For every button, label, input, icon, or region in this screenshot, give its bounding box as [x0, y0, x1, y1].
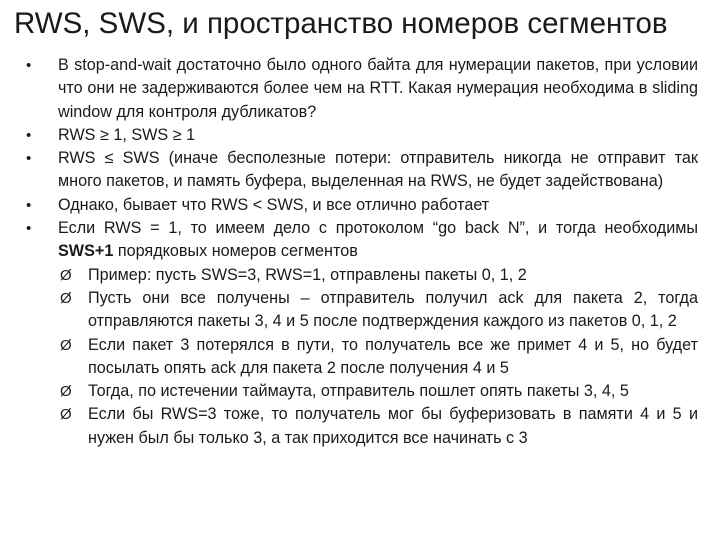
bullet-text-bold: SWS+1: [58, 242, 114, 261]
bullet-text: RWS ≤ SWS (иначе бесполезные потери: отправитель никогда не отправит так много пакетов, и память буфера, выделенная на RWS, не будет задействована): [58, 149, 698, 191]
sub-bullet-text: Если пакет 3 потерялся в пути, то получатель все же примет 4 и 5, но будет посылать опять ack для пакета 2 после получения 4 и 5: [88, 335, 698, 377]
slide-title: RWS, SWS, и пространство номеров сегментов: [14, 7, 668, 40]
arrow-bullet-icon: Ø: [60, 336, 72, 354]
sub-bullet-item: [22, 287, 698, 334]
arrow-bullet-icon: Ø: [60, 383, 72, 401]
bullet-icon: •: [26, 126, 32, 144]
bullet-text: В stop-and-wait достаточно было одного байта для нумерации пакетов, при условии что они не задерживаются более чем на RTT. Какая нумерация необходима в sliding window для контроля дубликатов?: [58, 56, 698, 121]
arrow-bullet-icon: Ø: [60, 406, 72, 424]
bullet-icon: •: [26, 57, 32, 74]
bullet-item: [22, 147, 698, 194]
arrow-bullet-icon: Ø: [60, 289, 72, 307]
sub-bullet-text: Пусть они все получены – отправитель получил ack для пакета 2, тогда отправляются пакеты 3, 4 и 5 после подтверждения каждого из пакетов 0, 1, 2: [88, 288, 698, 331]
sub-bullet-item: [22, 334, 698, 381]
bullet-item: [22, 54, 698, 124]
sub-bullet-item: [22, 403, 698, 450]
slide-body: [22, 54, 698, 450]
sub-bullet-text: Тогда, по истечении таймаута, отправитель пошлет опять пакеты 3, 4, 5: [88, 382, 629, 401]
bullet-item: [22, 217, 698, 264]
sub-bullet-text: Пример: пусть SWS=3, RWS=1, отправлены пакеты 0, 1, 2: [88, 265, 527, 284]
bullet-icon: •: [26, 150, 32, 168]
bullet-text: Однако, бывает что RWS < SWS, и все отлично работает: [58, 195, 490, 214]
bullet-text: [58, 219, 698, 260]
arrow-bullet-icon: Ø: [60, 266, 72, 284]
bullet-text: RWS ≥ 1, SWS ≥ 1: [58, 125, 196, 144]
bullet-item: [22, 124, 698, 147]
sub-bullet-text: Если бы RWS=3 тоже, то получатель мог бы буферизовать в памяти 4 и 5 и нужен был бы только 3, а так приходится все начинать с 3: [88, 405, 698, 447]
sub-bullet-item: [22, 264, 698, 287]
bullet-text-before: Если RWS = 1, то имеем дело с протоколом “go back N”, и тогда необходимы: [58, 219, 698, 238]
sub-bullet-item: [22, 380, 698, 403]
bullet-text-after: порядковых номеров сегментов: [113, 242, 358, 261]
bullet-icon: •: [26, 220, 32, 238]
bullet-icon: •: [26, 196, 32, 214]
bullet-item: [22, 194, 698, 217]
